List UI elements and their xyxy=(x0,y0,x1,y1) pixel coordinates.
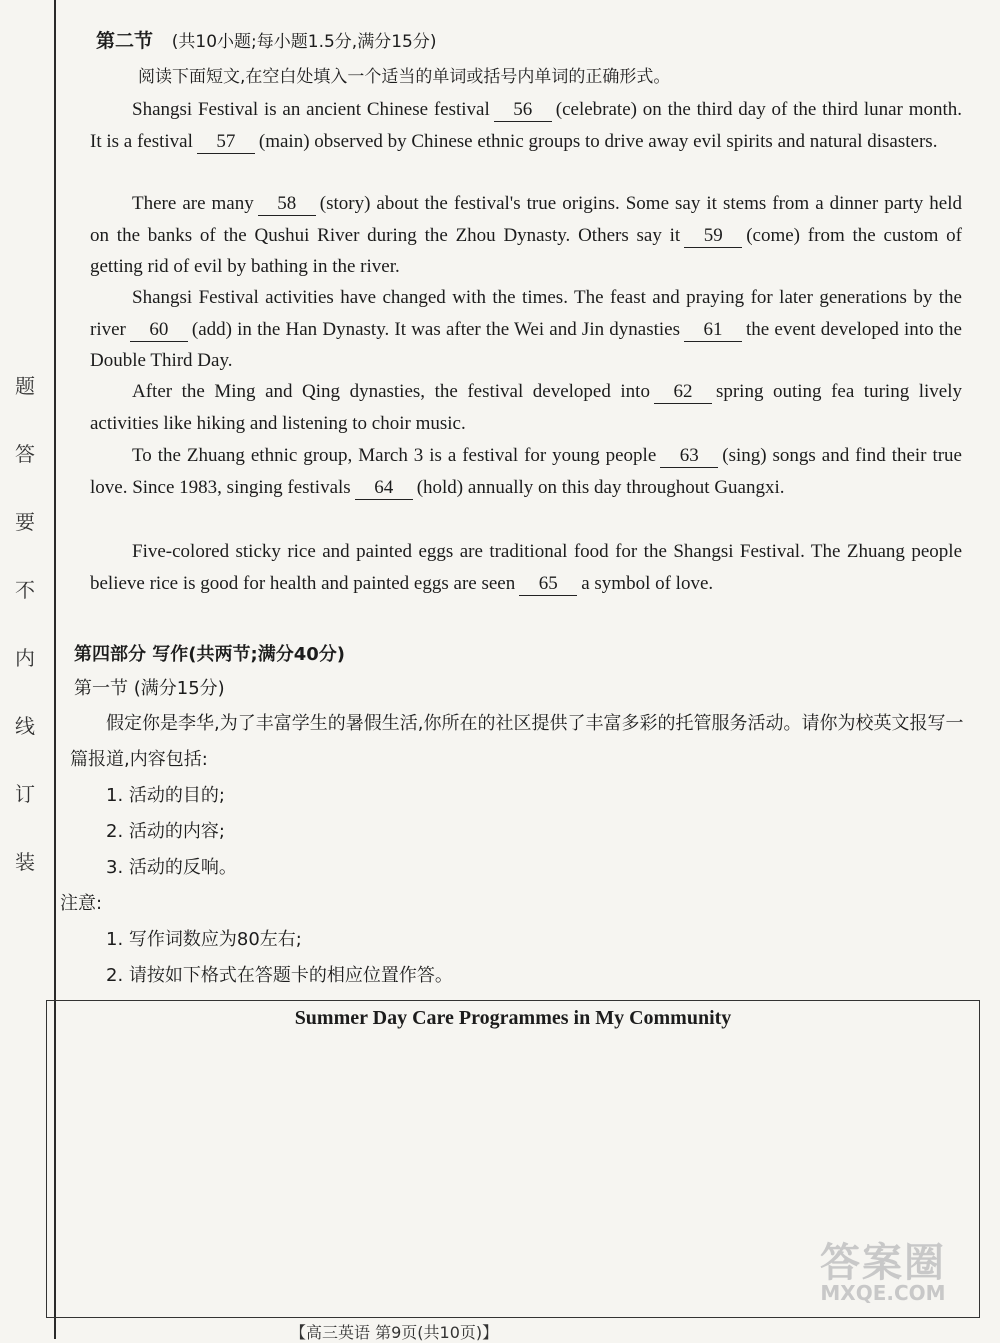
watermark-logo: 答案圈 xyxy=(820,1240,946,1286)
requirement-item: 3. 活动的反响。 xyxy=(106,857,237,878)
blank-62[interactable]: 62 xyxy=(654,381,712,404)
blank-58[interactable]: 58 xyxy=(258,193,316,216)
margin-char: 要 xyxy=(15,510,35,534)
page-footer: 【高三英语 第9页(共10页)】 xyxy=(290,1323,499,1342)
margin-char: 装 xyxy=(15,850,35,874)
blank-64[interactable]: 64 xyxy=(355,477,413,500)
margin-char: 内 xyxy=(15,646,35,670)
passage-paragraph-5: To the Zhuang ethnic group, March 3 is a festival for young people 63 (sing) songs and find their true love. Since 1983, singing festivals 64 (hold) annually on this day throughout Guangxi. xyxy=(90,445,962,498)
note-label: 注意: xyxy=(60,893,103,914)
blank-65[interactable]: 65 xyxy=(519,573,577,596)
passage-paragraph-4: After the Ming and Qing dynasties, the festival developed into 62 spring outing fea turing lively activities like hiking and listening to choir music. xyxy=(90,381,962,434)
passage-paragraph-6: Five-colored sticky rice and painted eggs are traditional food for the Shangsi Festival. The Zhuang people believe rice is good for health and painted eggs are seen 65 a symbol of love. xyxy=(90,541,962,594)
section-instruction: 阅读下面短文,在空白处填入一个适当的单词或括号内单词的正确形式。 xyxy=(138,67,671,87)
watermark-url: MXQE.COM xyxy=(820,1281,946,1305)
note-item: 1. 写作词数应为80左右; xyxy=(106,929,302,950)
passage-paragraph-2: There are many 58 (story) about the festival's true origins. Some say it stems from a dinner party held on the banks of the Qushui River during the Zhou Dynasty. Others say it 59 (come) from the custom of getting rid of evil by bathing in the river. xyxy=(90,193,962,277)
binding-margin-text xyxy=(8,370,42,914)
requirement-item: 2. 活动的内容; xyxy=(106,821,225,842)
blank-63[interactable]: 63 xyxy=(660,445,718,468)
section-heading xyxy=(96,26,436,53)
blank-60[interactable]: 60 xyxy=(130,319,188,342)
section-score-note: (共10小题;每小题1.5分,满分15分) xyxy=(171,32,437,52)
blank-61[interactable]: 61 xyxy=(684,319,742,342)
blank-56[interactable]: 56 xyxy=(494,99,552,122)
passage-paragraph-3: Shangsi Festival activities have changed with the times. The feast and praying for later generations by the river 60 (add) in the Han Dynasty. It was after the Wei and Jin dynasties 61 the event developed into the Double Third Day. xyxy=(90,287,962,371)
margin-char: 线 xyxy=(15,714,35,738)
margin-char: 答 xyxy=(15,442,35,466)
margin-char: 不 xyxy=(15,578,35,602)
note-item: 2. 请按如下格式在答题卡的相应位置作答。 xyxy=(106,965,453,986)
part-four-heading: 第四部分 写作(共两节;满分40分) xyxy=(74,644,345,665)
writing-task xyxy=(60,706,970,994)
blank-59[interactable]: 59 xyxy=(684,225,742,248)
margin-char: 订 xyxy=(15,782,35,806)
site-watermark xyxy=(820,1240,946,1308)
blank-57[interactable]: 57 xyxy=(197,131,255,154)
requirement-item: 1. 活动的目的; xyxy=(106,785,225,806)
answer-box-title: Summer Day Care Programmes in My Community xyxy=(294,1007,732,1029)
section-title: 第二节 xyxy=(96,30,154,52)
writing-section-heading: 第一节 (满分15分) xyxy=(74,678,225,699)
writing-prompt: 假定你是李华,为了丰富学生的暑假生活,你所在的社区提供了丰富多彩的托管服务活动。请你为校英文报写一篇报道,内容包括: xyxy=(70,713,964,770)
passage-paragraph-1: Shangsi Festival is an ancient Chinese festival 56 (celebrate) on the third day of the third lunar month. It is a festival 57 (main) observed by Chinese ethnic groups to drive away evil spirits and natural disasters. xyxy=(90,99,962,152)
margin-char: 题 xyxy=(15,374,35,398)
